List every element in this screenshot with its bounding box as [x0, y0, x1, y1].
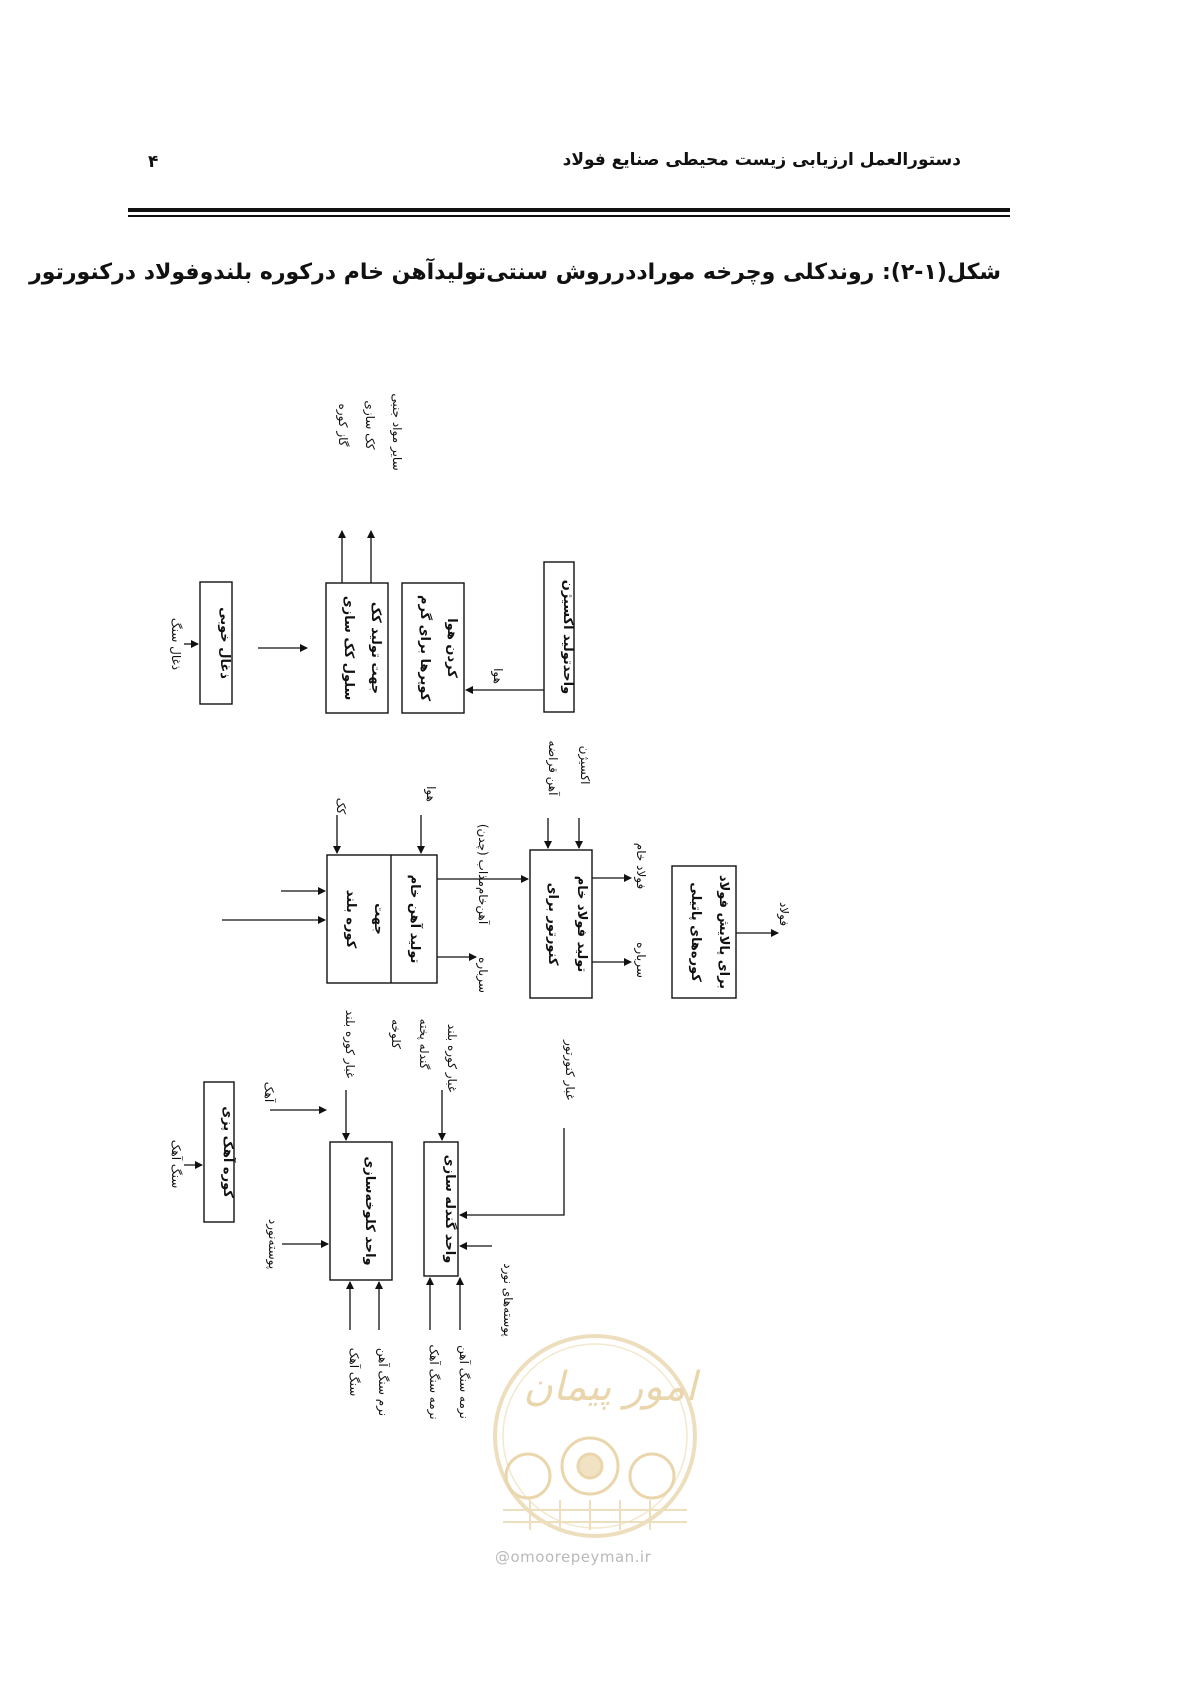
label-molten-iron: آهن‌خام‌مذاب (چدن) — [476, 823, 490, 925]
label-mill-scales: پوسته‌های نورد — [501, 1263, 515, 1337]
coal-box-label: ذغال خوبی — [217, 607, 232, 679]
pellet-unit-label: واحد گندله سازی — [442, 1154, 457, 1264]
figure-caption: شکل(۱-۲): روندکلی وچرخه موراددرروش سنتی‌تولیدآهن خام درکوره بلندوفولاد درکنورتور — [29, 260, 1001, 285]
watermark-url: @omoorepeyman.ir — [495, 1548, 652, 1566]
lime-kiln-label: کوره آهک پزی — [220, 1106, 235, 1198]
air-heater-label-1: کوپرها برای گرم — [417, 594, 432, 702]
arrow-converter-dust-return — [460, 1128, 564, 1215]
sinter-unit-box — [330, 1142, 392, 1280]
coke-oven-label-1: سلول کک سازی — [341, 595, 356, 701]
label-oxygen: اکسیژن — [578, 745, 592, 785]
label-lime-fines: نرمه سنگ آهک — [427, 1344, 441, 1420]
converter-label-2: تولید فولاد خام — [574, 875, 589, 973]
air-heater-label-2: کردن هوا — [444, 618, 459, 678]
ladle-furnace-label-1: کوره‌های پاتیلی — [688, 882, 703, 982]
label-bf-dust: غبار کوره بلند — [343, 1009, 357, 1079]
label-limestone2: سنگ آهک — [347, 1347, 361, 1397]
label-slag2: سرباره — [634, 942, 648, 978]
watermark-logo-text: امور پیمان — [523, 1364, 697, 1410]
iron-production-label: تولید آهن خام — [407, 874, 422, 964]
coke-oven-label-2: جهت تولید کک — [368, 601, 383, 695]
blast-furnace-label-1: کوره بلند — [343, 889, 358, 949]
label-slag: سرباره — [476, 957, 490, 993]
label-scrap: آهن قراضه — [546, 740, 560, 796]
label-coke: کک — [334, 797, 348, 815]
label-crude-steel: فولاد خام — [634, 842, 648, 890]
sinter-unit-label: واحد کلوخه‌سازی — [362, 1156, 377, 1266]
blast-furnace-label-2: جهت — [371, 903, 386, 935]
label-coke-oven-gas: گاز کوره — [336, 403, 350, 447]
converter-label-1: کنورتور برای — [545, 882, 560, 966]
label-byproducts: سایر مواد جنبی — [390, 393, 404, 471]
oxygen-unit-label: واحدتولید اکسیژن — [560, 579, 575, 695]
ladle-furnace-label-2: برای پالایش فولاد — [716, 874, 731, 990]
label-bf-dust2: غبار کوره بلند — [445, 1023, 459, 1093]
label-air: هوا — [491, 668, 505, 684]
page-number: ۴ — [148, 152, 159, 172]
label-converter-dust: غبار کنورتور — [563, 1040, 577, 1100]
label-air2: هوا — [424, 786, 438, 802]
label-coke-gas: کک سازی — [363, 400, 377, 450]
label-steel: فولاد — [777, 901, 791, 927]
watermark-logo — [495, 1336, 700, 1536]
document-title: دستورالعمل ارزیابی زیست محیطی صنایع فولاد — [562, 150, 961, 170]
label-coal-stone: ذغال سنگ — [169, 617, 183, 671]
label-iron-fines: نرم سنگ آهن — [376, 1347, 390, 1417]
label-sinter: کلوخه — [389, 1019, 403, 1049]
label-limestone: سنگ آهک — [169, 1139, 183, 1189]
label-mill-scale: پوسته‌نورد — [266, 1218, 280, 1270]
label-lime: آهک — [262, 1081, 276, 1103]
label-pellets: گندله پخته — [417, 1018, 431, 1070]
label-iron-fines2: نرمه سنگ آهن — [457, 1345, 471, 1419]
